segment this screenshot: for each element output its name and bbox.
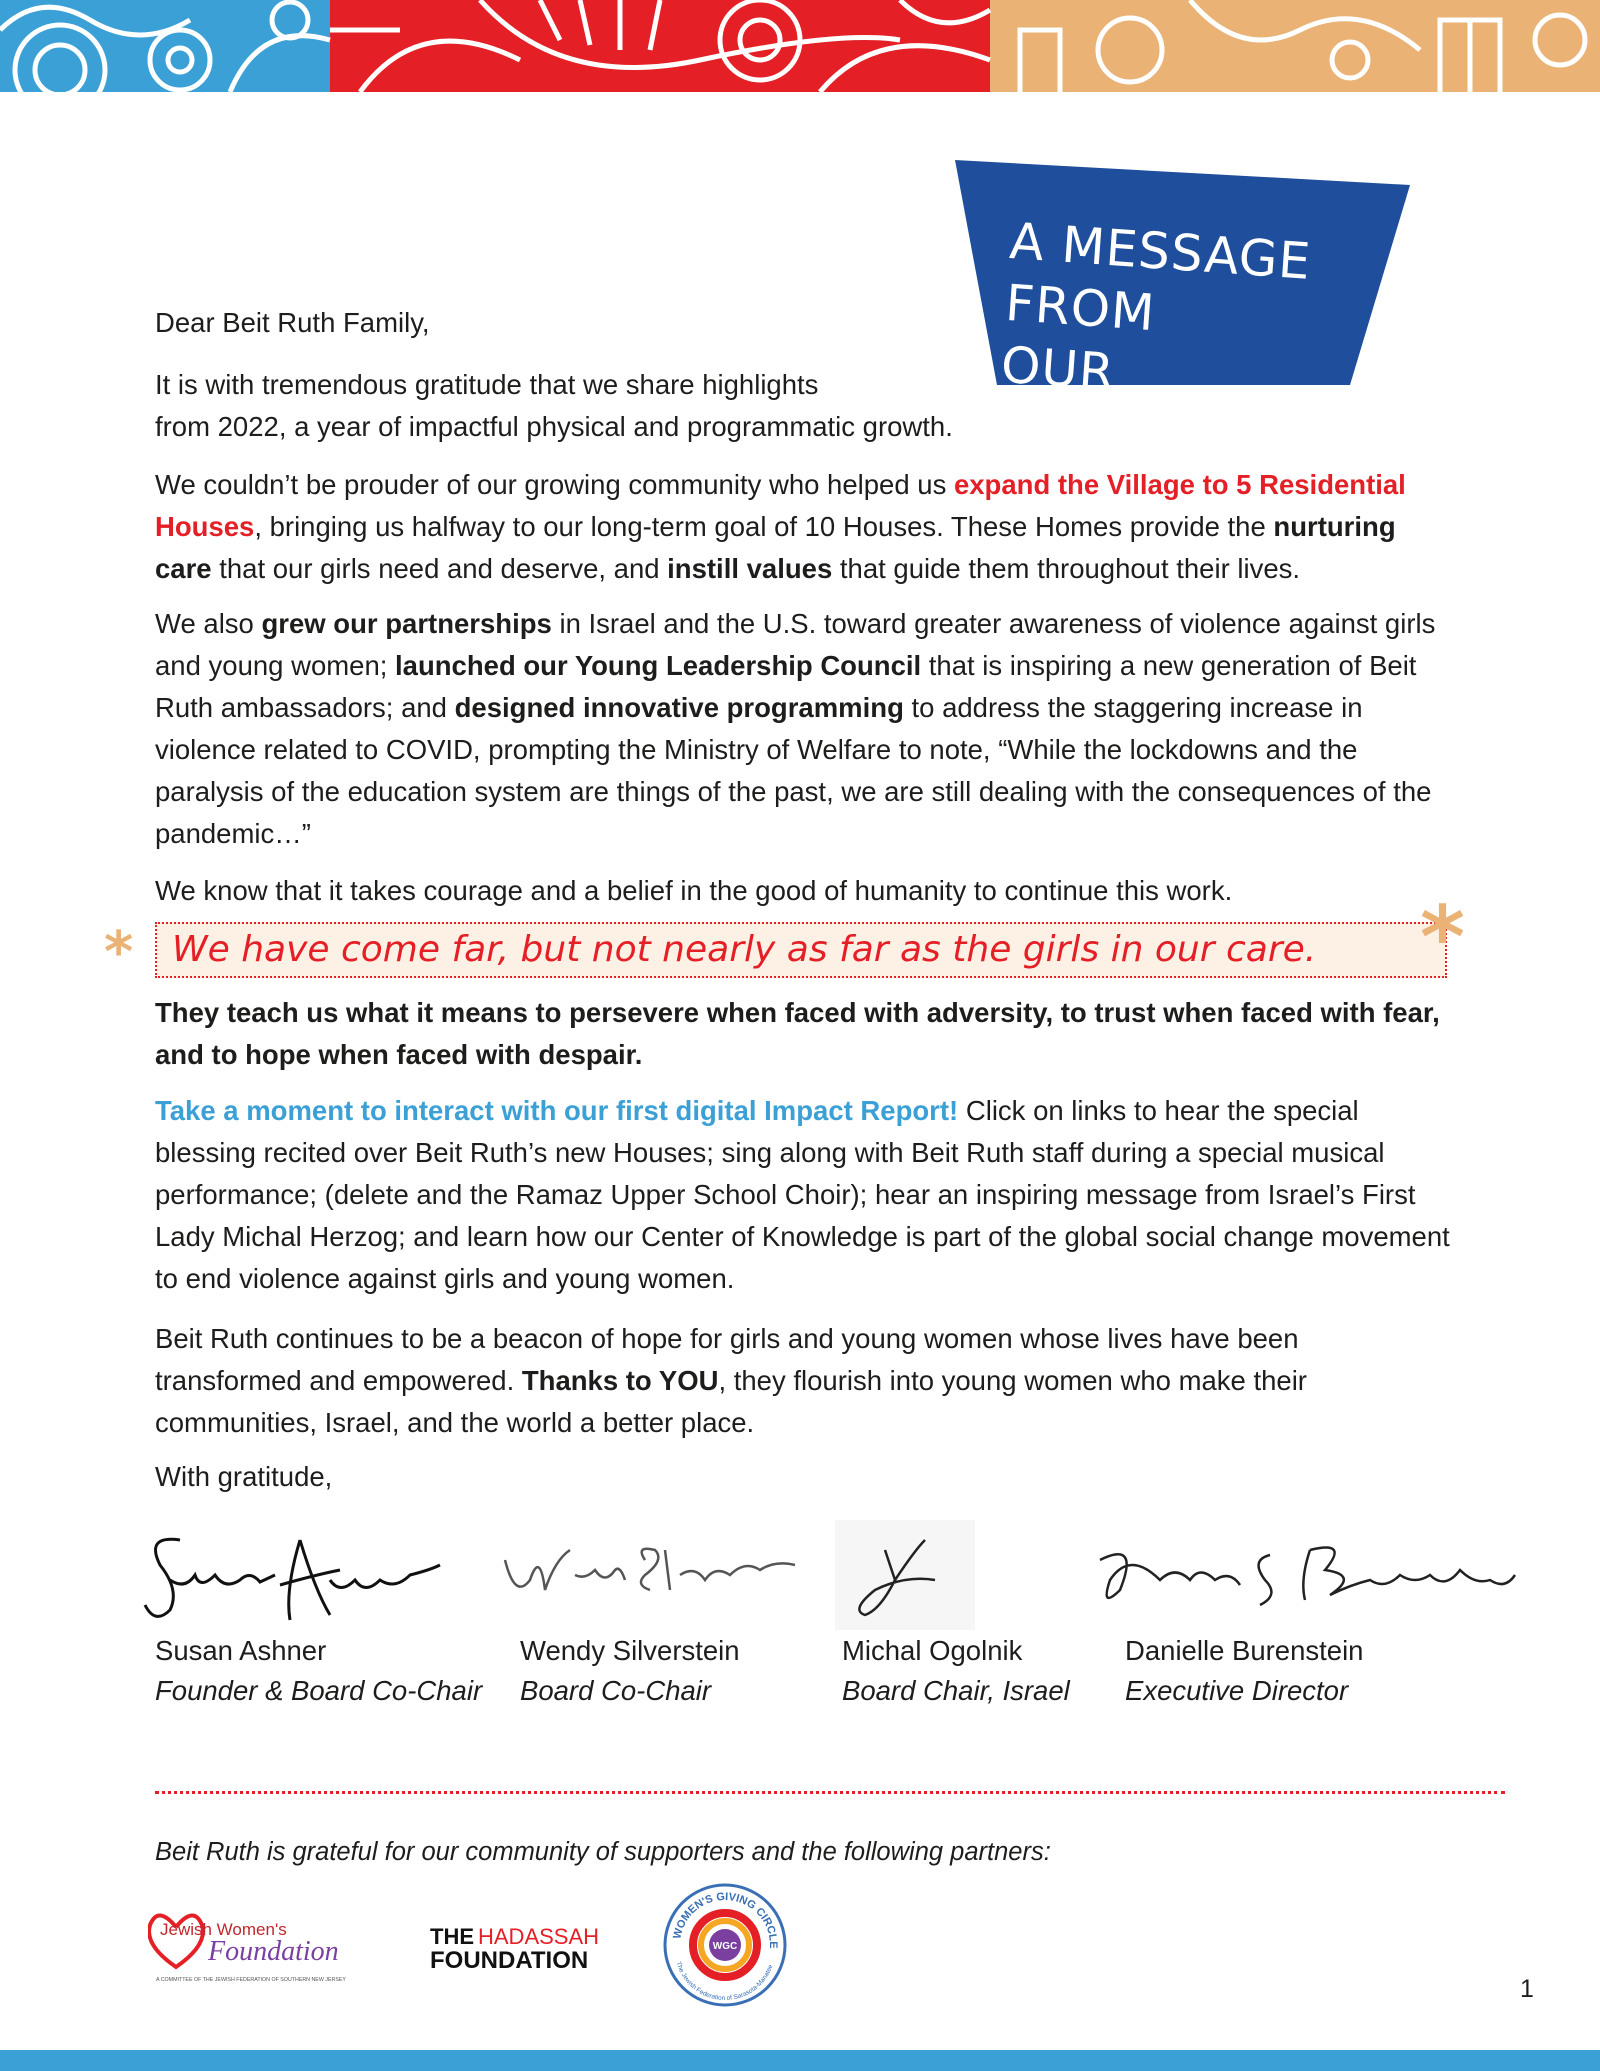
partnerships-text-b: in Israel and the U.S. toward greater awareness of violence against girls and young women;	[155, 608, 1436, 681]
signature-michal-ogolnik	[835, 1520, 975, 1630]
partnerships-bold-1: grew our partnerships	[261, 608, 552, 639]
signatory-title-3: Board Chair, Israel	[842, 1675, 1070, 1706]
svg-text:A COMMITTEE OF THE JEWISH FEDE	[156, 1977, 346, 1983]
hadassah-foundation-logo	[428, 1920, 618, 1980]
asterisk-right-icon: *	[1420, 888, 1465, 988]
partners-note: Beit Ruth is grateful for our community of supporters and the following partners:	[155, 1838, 1051, 1866]
signatory-title-4: Executive Director	[1125, 1675, 1349, 1706]
svg-text:WGC	[713, 1941, 737, 1952]
jwf-line1: Jewish Women's	[160, 1920, 287, 1939]
beacon-text-b: , they flourish into young women who make their communities, Israel, and the world a better place.	[155, 1365, 1307, 1438]
growth-highlight: expand the Village to 5 Residential Houses	[155, 469, 1406, 542]
signatory-name-1: Susan Ashner	[155, 1635, 327, 1666]
jewish-womens-foundation-logo	[148, 1905, 373, 1995]
impact-report-link[interactable]: Take a moment to interact with our first digital Impact Report!	[155, 1095, 959, 1126]
beacon-bold: Thanks to YOU	[521, 1365, 719, 1396]
signatory-name-4: Danielle Burenstein	[1125, 1635, 1364, 1666]
paragraph-growth	[155, 464, 1450, 590]
paragraph-intro	[155, 364, 1455, 448]
growth-text-b: , bringing us halfway to our long-term goal of 10 Houses. These Homes provide the	[254, 511, 1274, 542]
beacon-text-a: Beit Ruth continues to be a beacon of hope for girls and young women whose lives have been transformed and empowered.	[155, 1323, 1299, 1396]
partnerships-text-c: that is inspiring a new generation of Beit Ruth ambassadors; and	[155, 650, 1417, 723]
svg-text:THE	[430, 1924, 474, 1949]
signatory-name-3: Michal Ogolnik	[842, 1635, 1023, 1666]
paragraph-persevere: They teach us what it means to persevere when faced with adversity, to trust when faced with fear, and to hope when faced with despair.	[155, 997, 1440, 1070]
svg-text:HADASSAH	[478, 1924, 599, 1949]
pull-quote: We have come far, but not nearly as far as the girls in our care.	[172, 929, 1317, 970]
growth-text-c: that our girls need and deserve, and	[211, 553, 668, 584]
womens-giving-circle-logo	[660, 1880, 790, 2010]
jwf-subtitle: A COMMITTEE OF THE JEWISH FEDERATION OF SOUTHERN NEW JERSEY	[156, 1977, 346, 1983]
partnerships-text-d: to address the staggering increase in violence related to COVID, prompting the Ministry of Welfare to note, “While the lockdowns and the paralysis of the education system are things of the past, we are still dealing with the consequences of the pandemic…”	[155, 692, 1432, 849]
wgc-center-text: WGC	[712, 1941, 738, 1952]
jwf-line2: Foundation	[208, 1936, 339, 1967]
wgc-bottom-text: The Jewish Federation of Sarasota-Manatee	[674, 1960, 775, 2003]
signature-wendy-silverstein	[495, 1520, 805, 1630]
signature-danielle-burenstein	[1080, 1520, 1520, 1630]
growth-bold-2: instill values	[667, 553, 833, 584]
closing: With gratitude,	[155, 1461, 333, 1492]
partnerships-bold-2: launched our Young Leadership Council	[395, 650, 922, 681]
impact-report-text: Click on links to hear the special blessing recited over Beit Ruth’s new Houses; sing along with Beit Ruth staff during a special musical performance; (delete and the Ramaz Upper School Choir); hear an inspiring message from Israel’s First Lady Michal Herzog; and learn how our Center of Knowledge is part of the global social change movement to end violence against girls and young women.	[155, 1095, 1450, 1294]
partnerships-bold-3: designed innovative programming	[454, 692, 904, 723]
paragraph-courage: We know that it takes courage and a belief in the good of humanity to continue this work.	[155, 875, 1233, 906]
growth-text-d: that guide them throughout their lives.	[832, 553, 1301, 584]
paragraph-impact-report	[155, 1090, 1450, 1300]
intro-line-2: from 2022, a year of impactful physical and programmatic growth.	[155, 411, 953, 442]
signatory-title-1: Founder & Board Co-Chair	[155, 1675, 483, 1706]
salutation: Dear Beit Ruth Family,	[155, 307, 430, 338]
page-number: 1	[1520, 1975, 1534, 2003]
decorative-banner	[0, 0, 1600, 92]
hadassah-the: THE	[430, 1924, 474, 1949]
signatory-title-2: Board Co-Chair	[520, 1675, 712, 1706]
signatory-name-2: Wendy Silverstein	[520, 1635, 740, 1666]
growth-text-a: We couldn’t be prouder of our growing community who helped us	[155, 469, 954, 500]
hadassah-foundation: FOUNDATION	[430, 1947, 589, 1974]
svg-text:FOUNDATION	[430, 1947, 588, 1974]
intro-line-1: It is with tremendous gratitude that we share highlights	[155, 369, 819, 400]
footer-bar	[0, 2050, 1600, 2071]
divider	[155, 1791, 1505, 1794]
paragraph-partnerships	[155, 603, 1450, 855]
paragraph-beacon	[155, 1318, 1395, 1444]
svg-text:Foundation	[207, 1936, 339, 1967]
asterisk-left-icon: *	[104, 920, 134, 985]
growth-bold-1: nurturing care	[155, 511, 1396, 584]
section-title-line2: OUR LEADERSHIP	[994, 335, 1321, 478]
partnerships-text-a: We also	[155, 608, 262, 639]
wgc-top-text: WOMEN'S GIVING CIRCLE	[671, 1890, 780, 1949]
section-title-line1: A MESSAGE FROM	[1003, 211, 1314, 343]
hadassah-name: HADASSAH	[478, 1924, 600, 1949]
signature-susan-ashner	[140, 1520, 450, 1630]
